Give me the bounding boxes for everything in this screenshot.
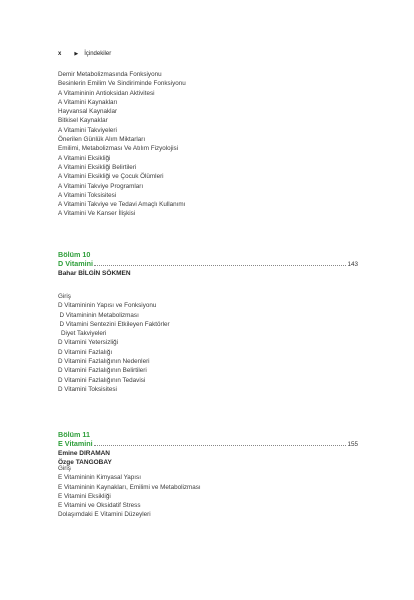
dot-leader (94, 445, 347, 446)
chapter-11-heading (58, 430, 358, 467)
toc-entry[interactable]: A Vitamini Toksisitesi (58, 191, 117, 199)
chapter-title: D Vitamini (58, 259, 94, 268)
page-number: x (58, 51, 62, 57)
toc-entry[interactable]: D Vitamini Fazlalığının Belirtileri (58, 367, 147, 375)
toc-entry[interactable]: D Vitamini Fazlalığı (58, 348, 113, 356)
chapter-page-number: 143 (347, 261, 358, 268)
toc-entry[interactable]: A Vitamini Eksikliği Belirtileri (58, 163, 137, 171)
toc-entry[interactable]: D Vitamininin Yapısı ve Fonksiyonu (58, 302, 157, 310)
toc-entry[interactable]: Besinlerin Emilim Ve Sindiriminde Fonksiyonu (58, 80, 186, 88)
toc-entry[interactable]: Önerilen Günlük Alım Miktarları (58, 136, 146, 144)
toc-entry[interactable]: D Vitamini Fazlalığının Nedenleri (58, 358, 150, 366)
toc-entry[interactable]: A Vitamini Eksikliği (58, 154, 111, 162)
toc-entry[interactable]: E Vitamininin Kaynakları, Emilimi ve Metabolizması (58, 483, 201, 491)
toc-entry[interactable]: A Vitamini Ve Kanser İlişkisi (58, 210, 136, 218)
toc-entry[interactable]: A Vitamini Takviyeleri (58, 126, 117, 134)
triangle-bullet-icon: ▶ (74, 51, 79, 57)
chapter-author: Emine DIRAMAN (58, 450, 111, 457)
toc-entry[interactable]: Diyet Takviyeleri (61, 330, 107, 338)
toc-section-list (58, 292, 358, 394)
toc-entry[interactable]: A Vitamini Takviye ve Tedavi Amaçlı Kullanımı (58, 201, 186, 209)
chapter-author: Bahar BİLGİN SÖKMEN (58, 270, 131, 277)
running-header (58, 51, 111, 57)
toc-section-list (58, 464, 358, 520)
toc-entry[interactable]: E Vitamininin Kimyasal Yapısı (58, 474, 141, 482)
chapter-author: Özge TANGOBAY (58, 459, 112, 466)
toc-entry[interactable]: D Vitamini Fazlalığının Tedavisi (58, 376, 146, 384)
chapter-page-number: 155 (347, 441, 358, 448)
toc-entry[interactable]: E Vitamini Eksikliği (58, 492, 111, 500)
toc-entry[interactable]: D Vitamini Sentezini Etkileyen Faktörler (59, 320, 170, 328)
chapter-label: Bölüm 10 (58, 250, 91, 259)
toc-entry[interactable]: D Vitamini Toksisitesi (58, 385, 117, 393)
toc-entry[interactable]: A Vitamini Kaynakları (58, 98, 118, 106)
chapter-title-row[interactable] (58, 439, 358, 449)
toc-entry[interactable]: Bitkisel Kaynaklar (58, 117, 108, 125)
toc-section-list (58, 70, 358, 219)
toc-entry[interactable]: Giriş (58, 465, 71, 472)
chapter-title-row[interactable] (58, 259, 358, 269)
toc-entry[interactable]: A Vitamini Takviye Programları (58, 182, 144, 190)
toc-entry[interactable]: Giriş (58, 293, 71, 300)
toc-entry[interactable]: E Vitamini ve Oksidatif Stress (58, 502, 141, 510)
chapter-10-heading (58, 250, 358, 278)
dot-leader (94, 265, 346, 266)
chapter-label: Bölüm 11 (58, 430, 90, 439)
toc-entry[interactable]: D Vitamini Yetersizliği (58, 339, 119, 347)
toc-entry[interactable]: A Vitamini Eksikliği ve Çocuk Ölümleri (58, 173, 164, 181)
chapter-title: E Vitamini (58, 439, 93, 448)
header-title: İçindekiler (84, 51, 112, 57)
toc-entry[interactable]: D Vitamininin Metabolizması (59, 311, 139, 319)
toc-entry[interactable]: A Vitamininin Antioksidan Aktivitesi (58, 89, 155, 97)
toc-entry[interactable]: Dolaşımdaki E Vitamini Düzeyleri (58, 511, 151, 519)
toc-entry[interactable]: Emilimi, Metabolizması Ve Atılım Fizyolojisi (58, 145, 179, 153)
toc-entry[interactable]: Hayvansal Kaynaklar (58, 108, 118, 116)
toc-entry[interactable]: Demir Metabolizmasında Fonksiyonu (58, 71, 162, 78)
